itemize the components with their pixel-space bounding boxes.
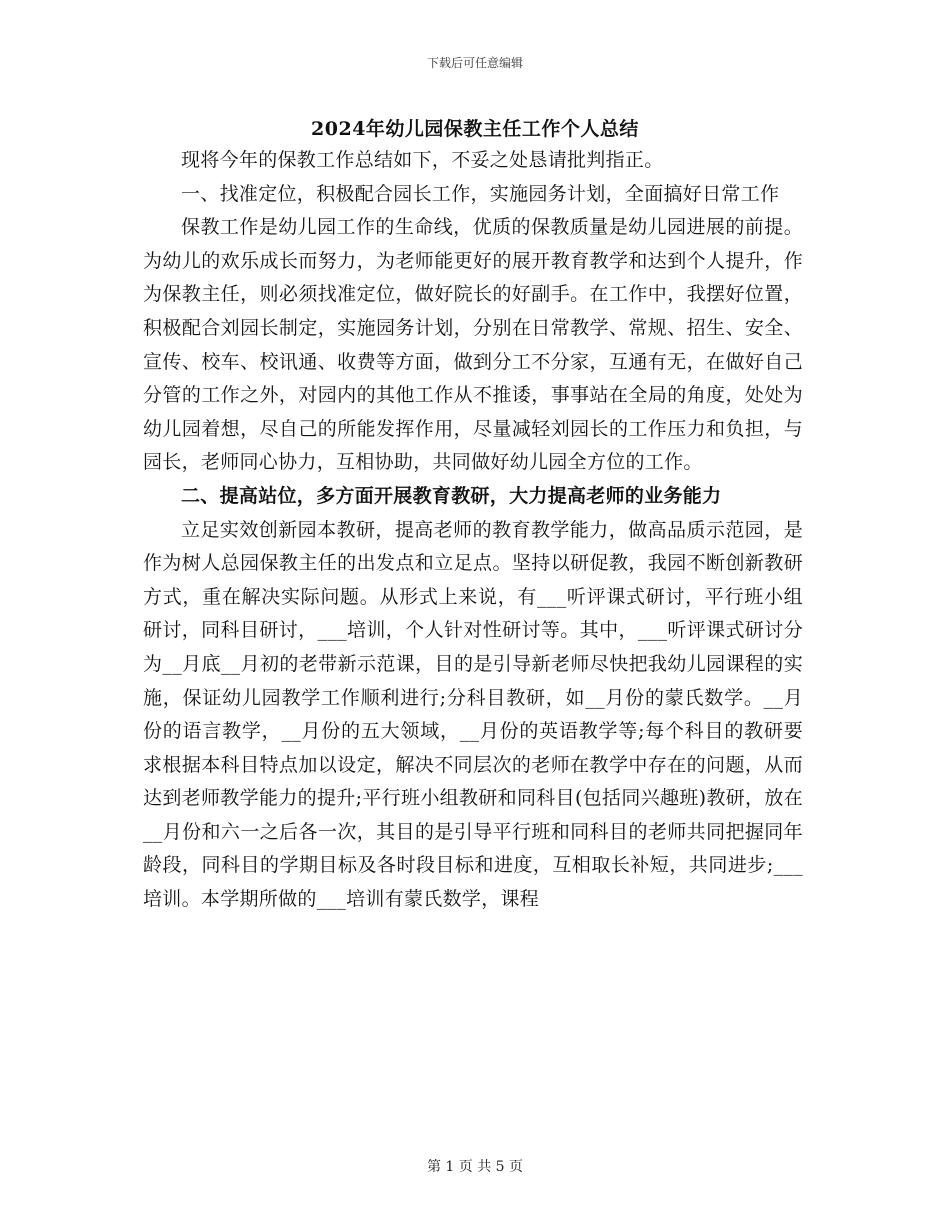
document-title: 2024年幼儿园保教主任工作个人总结: [311, 118, 639, 140]
page-header: 下载后可任意编辑: [426, 56, 523, 70]
section-heading-1: 一、找准定位，积极配合园长工作，实施园务计划，全面搞好日常工作: [181, 182, 780, 205]
paragraph-intro: 现将今年的保教工作总结如下，不妥之处恳请批判指正。: [181, 149, 664, 171]
paragraph-section-2: 立足实效创新园本教研，提高老师的教育教学能力，做高品质示范园，是作为树人总园保教主任的出发点和立足点。坚持以研促教，我园不断创新教研方式，重在解决实际问题。从形式上来说，有___听评课式研讨，平行班小组研讨，同科目研讨，___培训，个人针对性研讨等。其中，___听评课式研讨分为__月底__月初的老带新示范课，目的是引导新老师尽快把我幼儿园课程的实施，保证幼儿园教学工作顺利进行;分科目教研，如__月份的蒙氏数学。__月份的语言教学，__月份的五大领域，__月份的英语教学等;每个科目的教研要求根据本科目特点加以设定，解决不同层次的老师在教学中存在的问题，从而达到老师教学能力的提升;平行班小组教研和同科目(包括同兴趣班)教研，放在__月份和六一之后各一次，其目的是引导平行班和同科目的老师共同把握同年龄段，同科目的学期目标及各时段目标和进度，互相取长补短，共同进步;___培训。本学期所做的___培训有蒙氏数学，课程: [143, 518, 803, 911]
paragraph-section-1: 保教工作是幼儿园工作的生命线，优质的保教质量是幼儿园进展的前提。为幼儿的欢乐成长而努力，为老师能更好的展开教育教学和达到个人提升，作为保教主任，则必须找准定位，做好院长的好副手。在工作中，我摆好位置，积极配合刘园长制定，实施园务计划，分别在日常教学、常规、招生、安全、宣传、校车、校讯通、收费等方面，做到分工不分家，互通有无，在做好自己分管的工作之外，对园内的其他工作从不推诿，事事站在全局的角度，处处为幼儿园着想，尽自己的所能发挥作用，尽量减轻刘园长的工作压力和负担，与园长，老师同心协力，互相协助，共同做好幼儿园全方位的工作。: [143, 216, 803, 474]
section-heading-2: 二、提高站位，多方面开展教育教研，大力提高老师的业务能力: [181, 484, 722, 507]
document-body: [143, 144, 803, 917]
page-footer: 第 1 页 共 5 页: [426, 1159, 524, 1175]
